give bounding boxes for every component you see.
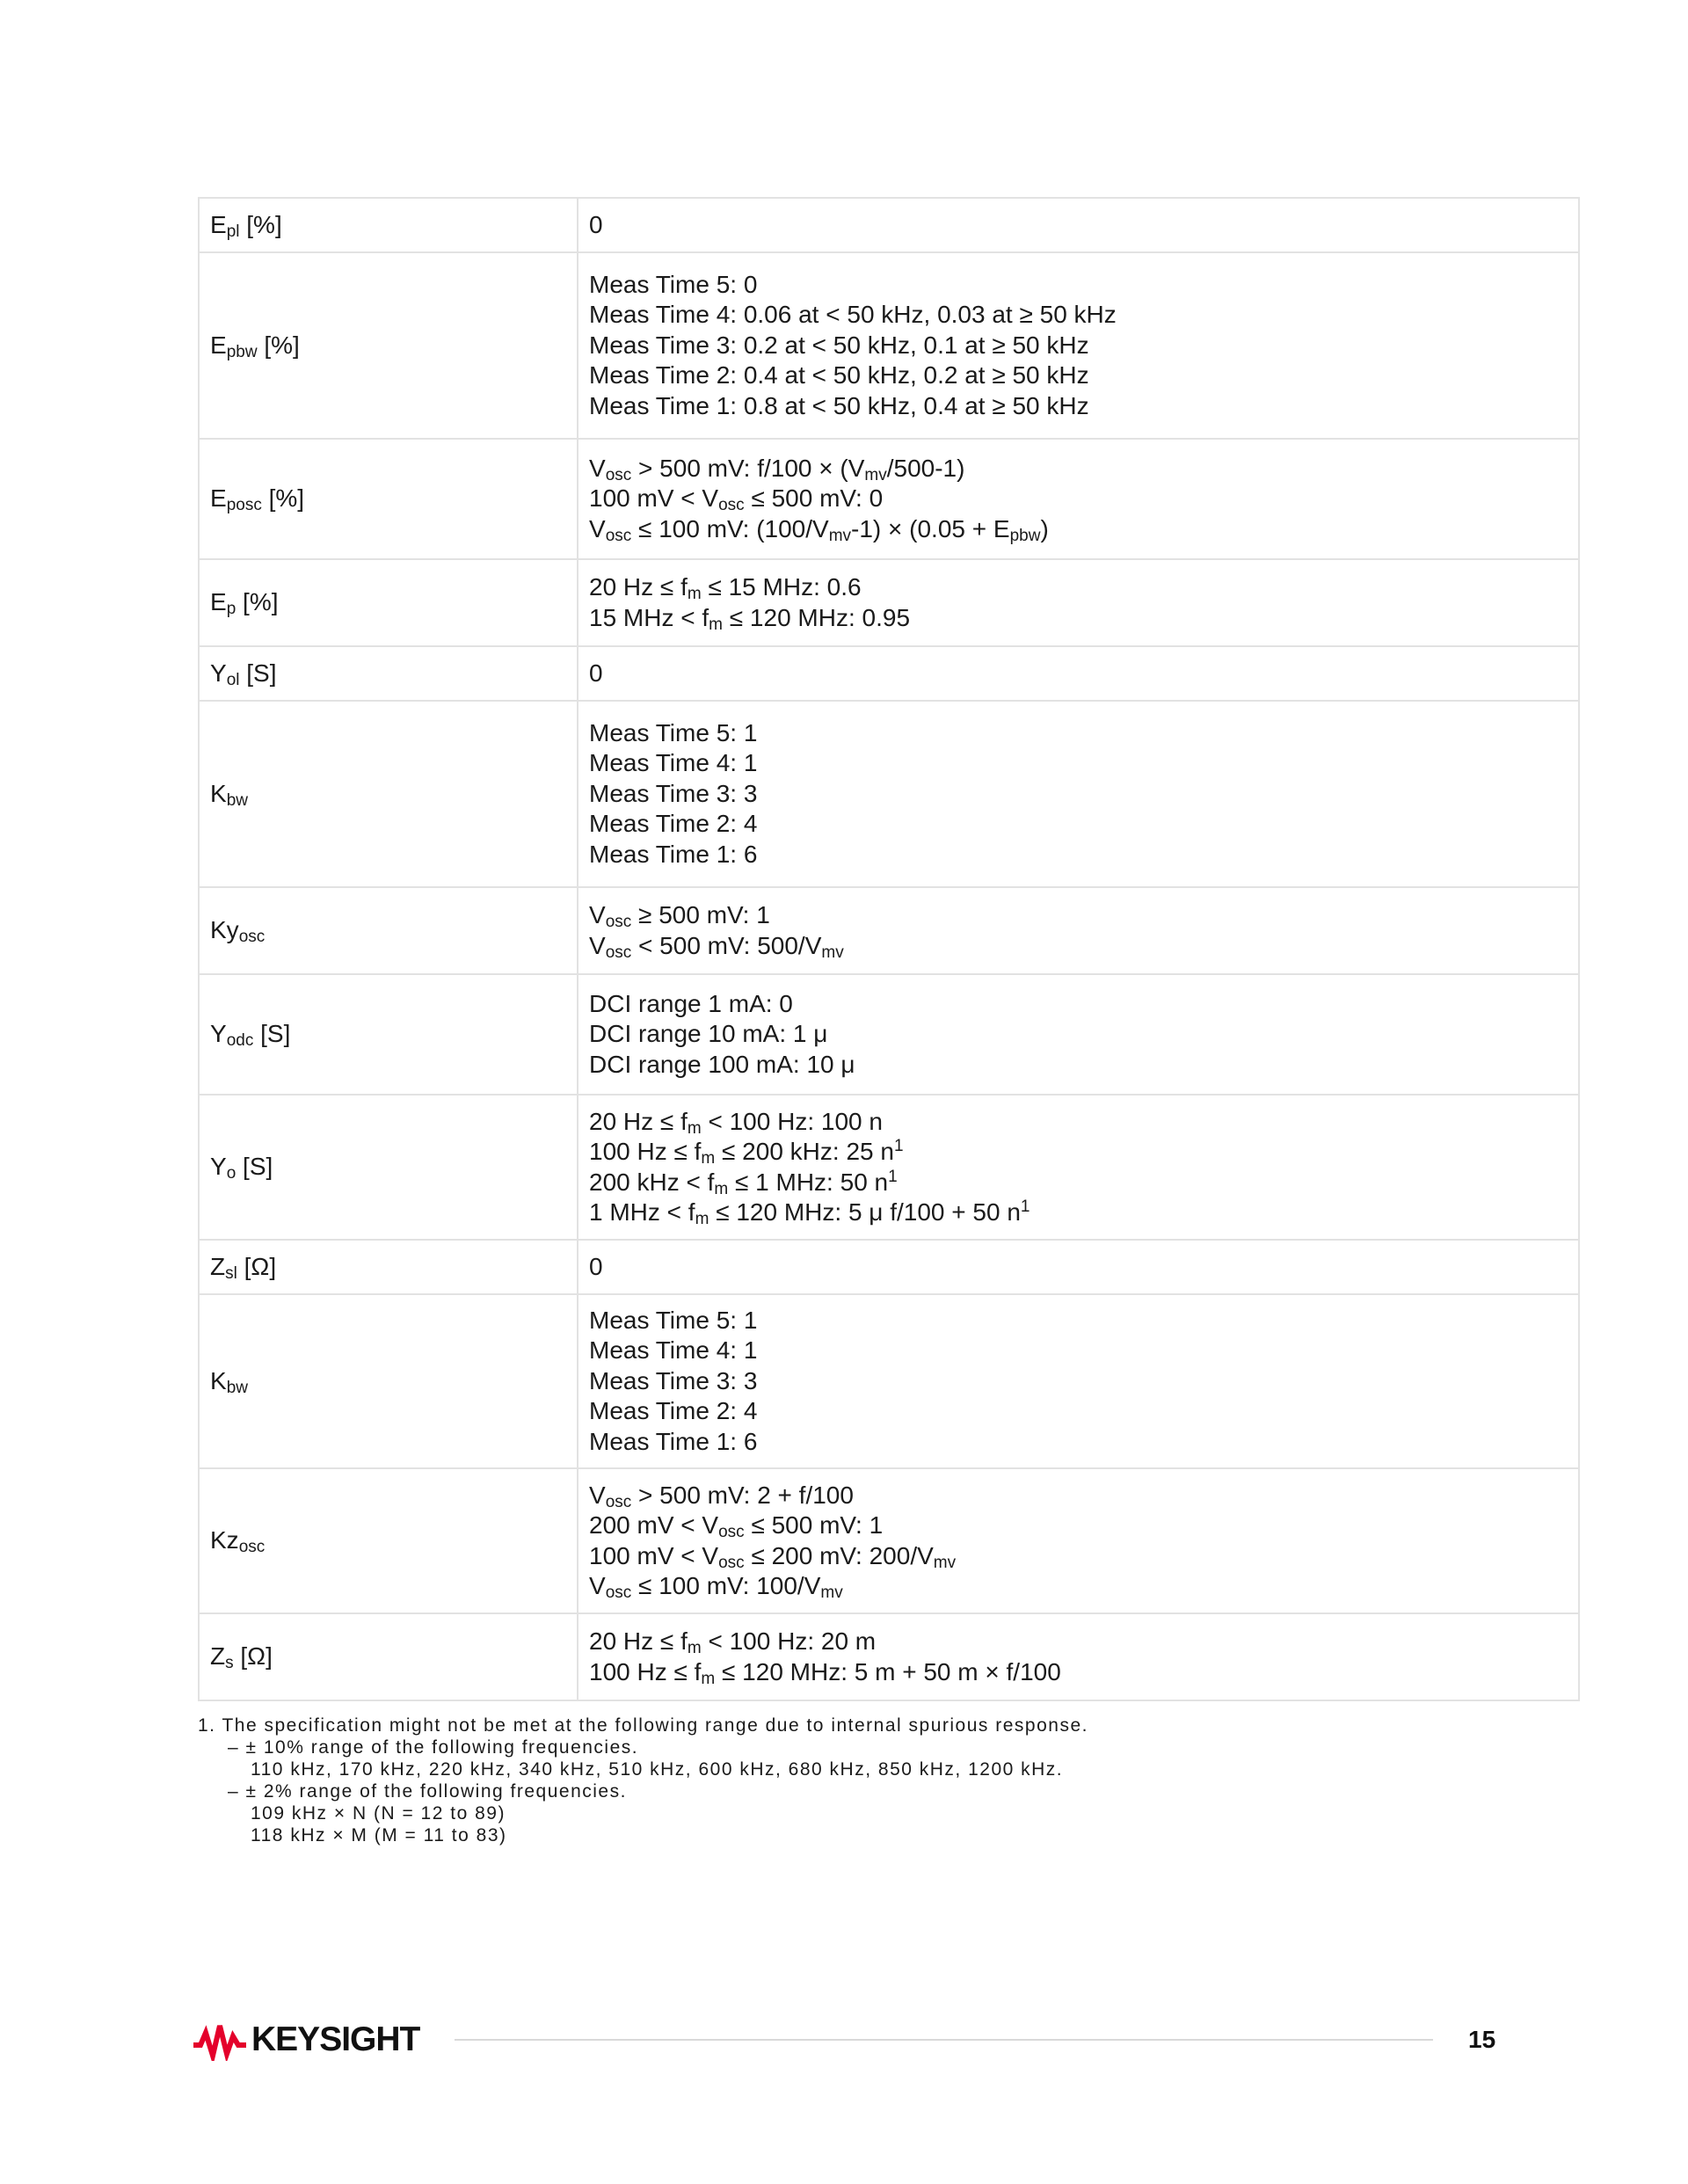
param-cell <box>199 559 578 646</box>
value-cell <box>578 974 1579 1095</box>
value-text: ≤ 1 MHz: 50 n <box>728 1168 889 1196</box>
value-text: DCI range 100 mA: 10 μ <box>589 1050 855 1078</box>
value-line <box>589 572 1568 603</box>
spec-row <box>199 701 1579 887</box>
value-cell <box>578 252 1579 439</box>
value-subscript: mv <box>864 465 887 484</box>
footnote-ref: 1 <box>888 1167 898 1186</box>
spec-row <box>199 974 1579 1095</box>
value-text: Meas Time 3: 3 <box>589 1366 758 1394</box>
param-subscript: s <box>225 1654 234 1673</box>
spec-table-body <box>199 198 1579 1700</box>
value-text: ≤ 100 mV: (100/V <box>631 514 829 542</box>
spec-row <box>199 1240 1579 1294</box>
value-text: V <box>589 454 606 482</box>
value-subscript: osc <box>605 1492 632 1511</box>
value-cell <box>578 887 1579 974</box>
value-text: DCI range 1 mA: 0 <box>589 989 793 1017</box>
value-line <box>589 331 1568 361</box>
value-cell <box>578 1240 1579 1294</box>
value-cell <box>578 439 1579 559</box>
value-cell <box>578 701 1579 887</box>
param-cell <box>199 974 578 1095</box>
param-unit: [%] <box>261 484 305 513</box>
value-cell <box>578 559 1579 646</box>
value-line <box>589 391 1568 422</box>
value-subscript: mv <box>828 526 852 545</box>
param-subscript: bw <box>226 1378 248 1397</box>
param-subscript: bw <box>226 790 248 810</box>
value-subscript: osc <box>605 465 632 484</box>
param-subscript: o <box>226 1164 236 1183</box>
value-line <box>589 659 1568 689</box>
value-subscript: mv <box>933 1553 957 1572</box>
value-cell <box>578 198 1579 252</box>
value-line <box>589 1306 1568 1336</box>
value-line <box>589 840 1568 870</box>
value-text: 0 <box>589 1252 603 1280</box>
param-symbol: Y <box>210 1153 227 1181</box>
value-subscript: m <box>709 615 723 634</box>
value-text: Meas Time 4: 1 <box>589 1336 758 1365</box>
value-subscript: m <box>701 1149 716 1168</box>
value-line <box>589 454 1568 484</box>
value-subscript: osc <box>605 526 632 545</box>
param-cell <box>199 252 578 439</box>
value-line <box>589 1050 1568 1081</box>
value-subscript: m <box>687 585 702 603</box>
value-line <box>589 270 1568 301</box>
value-text: ≥ 500 mV: 1 <box>631 901 770 928</box>
value-text: Meas Time 1: 6 <box>589 1427 758 1455</box>
param-cell <box>199 439 578 559</box>
value-line <box>589 1198 1568 1228</box>
param-cell <box>199 1294 578 1468</box>
spec-row <box>199 198 1579 252</box>
value-cell <box>578 646 1579 701</box>
value-subscript: mv <box>821 943 844 962</box>
value-cell <box>578 1468 1579 1613</box>
param-cell <box>199 646 578 701</box>
value-text: 100 mV < V <box>589 1541 719 1569</box>
value-line <box>589 1396 1568 1427</box>
footnote-ref: 1 <box>1020 1198 1030 1216</box>
value-text: ≤ 500 mV: 1 <box>744 1511 884 1539</box>
value-line <box>589 603 1568 634</box>
value-text: Meas Time 1: 6 <box>589 840 758 868</box>
spec-row <box>199 439 1579 559</box>
param-symbol: E <box>210 484 227 513</box>
brand-name: KEYSIGHT <box>251 2020 420 2058</box>
value-line <box>589 900 1568 931</box>
value-text: < 500 mV: 500/V <box>631 931 822 959</box>
param-cell <box>199 701 578 887</box>
value-text: DCI range 10 mA: 1 μ <box>589 1020 828 1048</box>
value-subscript: osc <box>718 1553 745 1572</box>
value-subscript: osc <box>605 1583 632 1602</box>
param-symbol: E <box>210 331 227 359</box>
value-text: ≤ 120 MHz: 5 μ f/100 + 50 n <box>709 1198 1021 1226</box>
value-line <box>589 1627 1568 1657</box>
value-text: ≤ 100 mV: 100/V <box>631 1572 821 1599</box>
value-line <box>589 300 1568 331</box>
value-text: 0 <box>589 210 603 238</box>
value-text: ≤ 120 MHz: 0.95 <box>723 603 911 631</box>
param-cell <box>199 1468 578 1613</box>
footer-divider <box>455 2039 1433 2041</box>
value-subscript: osc <box>718 496 745 515</box>
value-line <box>589 989 1568 1020</box>
footnote-bullet-2: – ± 2% range of the following frequencies. <box>228 1781 627 1802</box>
value-text: -1) × (0.05 + E <box>851 514 1010 542</box>
footnote-bullet-2-detail-1: 109 kHz × N (N = 12 to 89) <box>251 1803 506 1824</box>
value-text: > 500 mV: 2 + f/100 <box>631 1481 854 1509</box>
param-unit: [S] <box>236 1153 273 1181</box>
value-text: ≤ 500 mV: 0 <box>744 484 884 513</box>
param-symbol: Y <box>210 659 227 687</box>
value-line <box>589 718 1568 749</box>
value-line <box>589 1168 1568 1198</box>
value-line <box>589 484 1568 514</box>
spec-row <box>199 1294 1579 1468</box>
param-symbol: K <box>210 779 227 807</box>
param-unit: [%] <box>236 588 279 616</box>
value-text: 100 mV < V <box>589 484 719 513</box>
value-text: Meas Time 3: 0.2 at < 50 kHz, 0.1 at ≥ 50 kHz <box>589 331 1089 359</box>
value-text: ≤ 200 kHz: 25 n <box>715 1138 894 1165</box>
value-cell <box>578 1294 1579 1468</box>
param-symbol: Kz <box>210 1526 239 1554</box>
param-subscript: posc <box>226 496 262 515</box>
param-subscript: osc <box>238 1538 266 1557</box>
value-subscript: m <box>687 1639 702 1657</box>
value-line <box>589 1019 1568 1050</box>
value-text: V <box>589 901 606 928</box>
value-line <box>589 1137 1568 1168</box>
value-line <box>589 210 1568 241</box>
value-text: /500-1) <box>886 454 965 482</box>
keysight-wave-logo-icon <box>192 2019 248 2061</box>
value-line <box>589 1427 1568 1458</box>
value-text: 20 Hz ≤ f <box>589 1627 688 1655</box>
param-subscript: pbw <box>226 342 258 361</box>
value-text: ≤ 200 mV: 200/V <box>744 1541 934 1569</box>
spec-row <box>199 252 1579 439</box>
value-text: Meas Time 5: 1 <box>589 1306 758 1334</box>
param-subscript: pl <box>226 222 240 241</box>
param-subscript: odc <box>226 1031 254 1051</box>
value-subscript: m <box>714 1179 729 1198</box>
param-subscript: p <box>226 600 236 619</box>
value-text: ≤ 120 MHz: 5 m + 50 m × f/100 <box>715 1657 1061 1685</box>
spec-table <box>198 197 1580 1701</box>
footnote-text: 1. The specification might not be met at the following range due to internal spurious response. <box>198 1715 1088 1736</box>
value-text: V <box>589 931 606 959</box>
value-text: Meas Time 1: 0.8 at < 50 kHz, 0.4 at ≥ 50 kHz <box>589 391 1089 419</box>
param-unit: [S] <box>253 1020 291 1048</box>
value-text: 20 Hz ≤ f <box>589 1107 688 1135</box>
value-text: Meas Time 3: 3 <box>589 779 758 807</box>
param-unit: [Ω] <box>233 1642 273 1671</box>
value-text: Meas Time 4: 0.06 at < 50 kHz, 0.03 at ≥ 50 kHz <box>589 301 1117 329</box>
param-unit: [Ω] <box>236 1252 277 1280</box>
value-text: V <box>589 1572 606 1599</box>
value-line <box>589 1336 1568 1366</box>
param-subscript: osc <box>238 928 266 947</box>
value-text: V <box>589 514 606 542</box>
param-symbol: K <box>210 1366 227 1394</box>
param-unit: [%] <box>239 210 282 238</box>
spec-row <box>199 1468 1579 1613</box>
value-subscript: pbw <box>1009 526 1041 545</box>
value-text: ≤ 15 MHz: 0.6 <box>701 573 862 601</box>
spec-row <box>199 646 1579 701</box>
footnote-ref: 1 <box>893 1137 904 1155</box>
value-line <box>589 1657 1568 1688</box>
value-text: 200 kHz < f <box>589 1168 715 1196</box>
value-text: Meas Time 2: 4 <box>589 810 758 838</box>
param-subscript: sl <box>225 1263 237 1283</box>
param-cell <box>199 1240 578 1294</box>
param-symbol: Y <box>210 1020 227 1048</box>
value-text: 1 MHz < f <box>589 1198 695 1226</box>
param-cell <box>199 1613 578 1700</box>
value-cell <box>578 1095 1579 1240</box>
page-number: 15 <box>1468 2026 1496 2053</box>
value-line <box>589 1541 1568 1572</box>
value-text: > 500 mV: f/100 × (V <box>631 454 865 482</box>
spec-row <box>199 1613 1579 1700</box>
value-subscript: m <box>701 1669 716 1688</box>
value-subscript: m <box>687 1118 702 1138</box>
value-line <box>589 360 1568 391</box>
value-text: Meas Time 2: 0.4 at < 50 kHz, 0.2 at ≥ 50 kHz <box>589 361 1089 389</box>
value-line <box>589 931 1568 962</box>
value-text: Meas Time 5: 1 <box>589 718 758 746</box>
value-line <box>589 1511 1568 1541</box>
spec-row <box>199 1095 1579 1240</box>
param-symbol: Z <box>210 1642 226 1671</box>
value-subscript: osc <box>718 1523 745 1541</box>
value-text: ) <box>1040 514 1049 542</box>
value-subscript: osc <box>605 913 632 931</box>
spec-row <box>199 559 1579 646</box>
value-line <box>589 779 1568 810</box>
param-cell <box>199 198 578 252</box>
param-cell <box>199 887 578 974</box>
value-line <box>589 1107 1568 1138</box>
value-subscript: mv <box>820 1583 843 1602</box>
value-cell <box>578 1613 1579 1700</box>
value-line <box>589 809 1568 840</box>
value-text: 20 Hz ≤ f <box>589 573 688 601</box>
value-line <box>589 1481 1568 1511</box>
value-text: < 100 Hz: 20 m <box>701 1627 877 1655</box>
keysight-logo <box>192 2019 419 2061</box>
footnote-bullet-1-detail: 110 kHz, 170 kHz, 220 kHz, 340 kHz, 510 kHz, 600 kHz, 680 kHz, 850 kHz, 1200 kHz. <box>251 1759 1064 1780</box>
value-line <box>589 1252 1568 1283</box>
param-subscript: ol <box>226 670 240 689</box>
param-symbol: Z <box>210 1252 226 1280</box>
value-text: Meas Time 2: 4 <box>589 1397 758 1425</box>
value-text: V <box>589 1481 606 1509</box>
spec-row <box>199 887 1579 974</box>
value-line <box>589 514 1568 545</box>
value-line <box>589 1366 1568 1397</box>
value-subscript: m <box>695 1210 709 1228</box>
footnote-bullet-1: – ± 10% range of the following frequencies. <box>228 1737 639 1758</box>
value-text: Meas Time 4: 1 <box>589 749 758 777</box>
value-text: 100 Hz ≤ f <box>589 1138 702 1165</box>
value-text: 0 <box>589 659 603 687</box>
param-symbol: Ky <box>210 916 239 944</box>
param-unit: [S] <box>239 659 277 687</box>
value-subscript: osc <box>605 943 632 962</box>
value-text: Meas Time 5: 0 <box>589 270 758 298</box>
param-cell <box>199 1095 578 1240</box>
value-text: 100 Hz ≤ f <box>589 1657 702 1685</box>
value-line <box>589 748 1568 779</box>
param-symbol: E <box>210 210 227 238</box>
footnote <box>198 1714 1604 1846</box>
param-unit: [%] <box>257 331 300 359</box>
value-text: 200 mV < V <box>589 1511 719 1539</box>
param-symbol: E <box>210 588 227 616</box>
value-text: 15 MHz < f <box>589 603 709 631</box>
value-text: < 100 Hz: 100 n <box>701 1107 883 1135</box>
footnote-bullet-2-detail-2: 118 kHz × M (M = 11 to 83) <box>251 1825 507 1845</box>
value-line <box>589 1571 1568 1602</box>
